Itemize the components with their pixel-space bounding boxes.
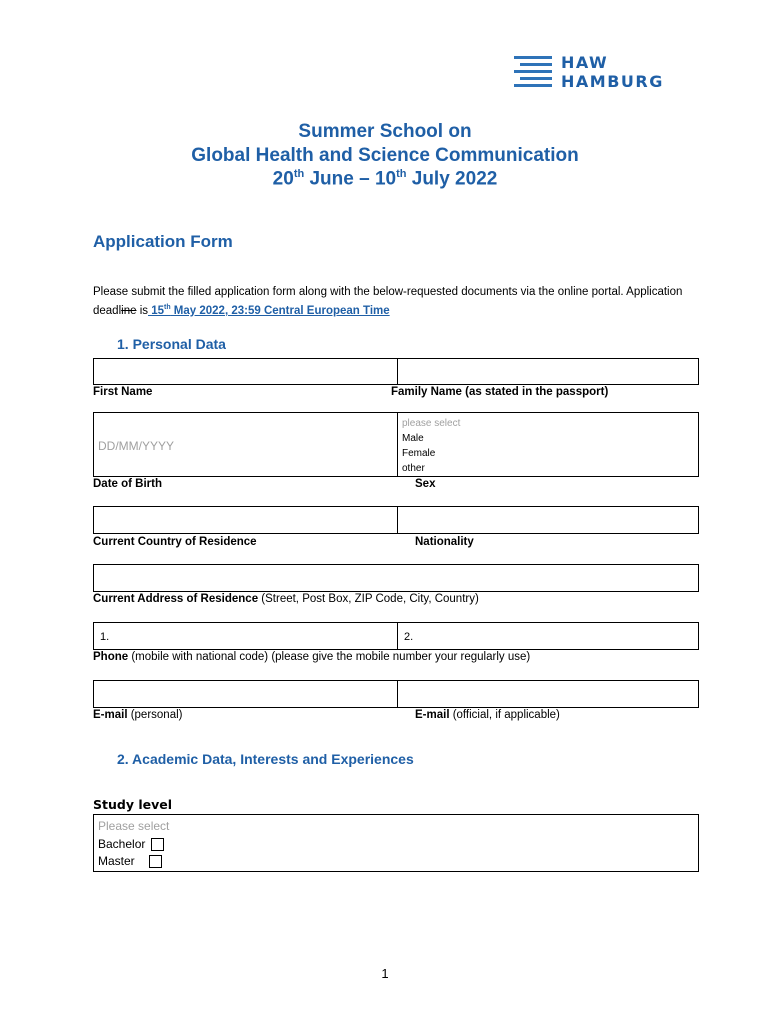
study-level-select[interactable] <box>93 814 699 872</box>
phone-row <box>93 622 699 650</box>
nationality-field[interactable] <box>398 507 700 533</box>
email-row <box>93 680 699 708</box>
deadline-text: 15th May 2022, 23:59 Central European Time <box>148 304 390 317</box>
intro-text: Please submit the filled application form along with the below-requested documents via the online portal. Application deadline is 15th May 2022, 23:59 Central European Time <box>93 286 683 317</box>
phone-1-field[interactable]: 1. <box>94 623 398 649</box>
sex-label: Sex <box>415 478 436 490</box>
title-line-1: Summer School on <box>298 121 472 142</box>
nationality-label: Nationality <box>415 536 474 548</box>
study-level-placeholder: Please select <box>98 819 170 833</box>
country-row <box>93 506 699 534</box>
sex-option-other[interactable]: other <box>402 463 425 474</box>
family-name-field[interactable] <box>398 359 700 384</box>
family-name-label: Family Name (as stated in the passport) <box>391 386 609 398</box>
form-heading: Application Form <box>93 232 233 251</box>
haw-logo-mark <box>514 56 554 92</box>
first-name-field[interactable] <box>94 359 398 384</box>
title-line-2: Global Health and Science Communication <box>191 145 579 166</box>
section-academic-data: 2. Academic Data, Interests and Experiences <box>117 751 414 767</box>
bachelor-checkbox[interactable] <box>151 838 164 851</box>
dob-label: Date of Birth <box>93 478 162 490</box>
dob-sex-row <box>93 412 699 477</box>
dob-placeholder: DD/MM/YYYY <box>98 439 175 453</box>
sex-placeholder: please select <box>402 418 461 429</box>
master-checkbox[interactable] <box>149 855 162 868</box>
address-label: Current Address of Residence (Street, Post Box, ZIP Code, City, Country) <box>93 593 479 605</box>
email-official-field[interactable] <box>398 681 700 707</box>
email-personal-field[interactable] <box>94 681 398 707</box>
sex-option-female[interactable]: Female <box>402 448 436 459</box>
haw-logo-text: HAW HAMBURG <box>561 53 664 91</box>
country-label: Current Country of Residence <box>93 536 257 548</box>
dob-field[interactable] <box>94 413 398 476</box>
first-name-label: First Name <box>93 386 153 398</box>
study-option-master[interactable]: Master <box>98 854 162 868</box>
sex-select[interactable] <box>398 413 700 476</box>
country-field[interactable] <box>94 507 398 533</box>
study-option-bachelor[interactable]: Bachelor <box>98 837 164 851</box>
study-level-label: Study level <box>93 797 172 812</box>
email-official-label: E-mail (official, if applicable) <box>415 709 560 721</box>
section-personal-data: 1. Personal Data <box>117 336 226 352</box>
page-number: 1 <box>381 966 389 981</box>
address-field[interactable] <box>93 564 699 592</box>
sex-option-male[interactable]: Male <box>402 433 424 444</box>
phone-2-field[interactable]: 2. <box>404 631 414 643</box>
title-line-3: 20th June – 10th July 2022 <box>272 168 498 190</box>
phone-label: Phone (mobile with national code) (please give the mobile number your regularly use) <box>93 651 531 663</box>
email-personal-label: E-mail (personal) <box>93 709 183 721</box>
name-row <box>93 358 699 385</box>
